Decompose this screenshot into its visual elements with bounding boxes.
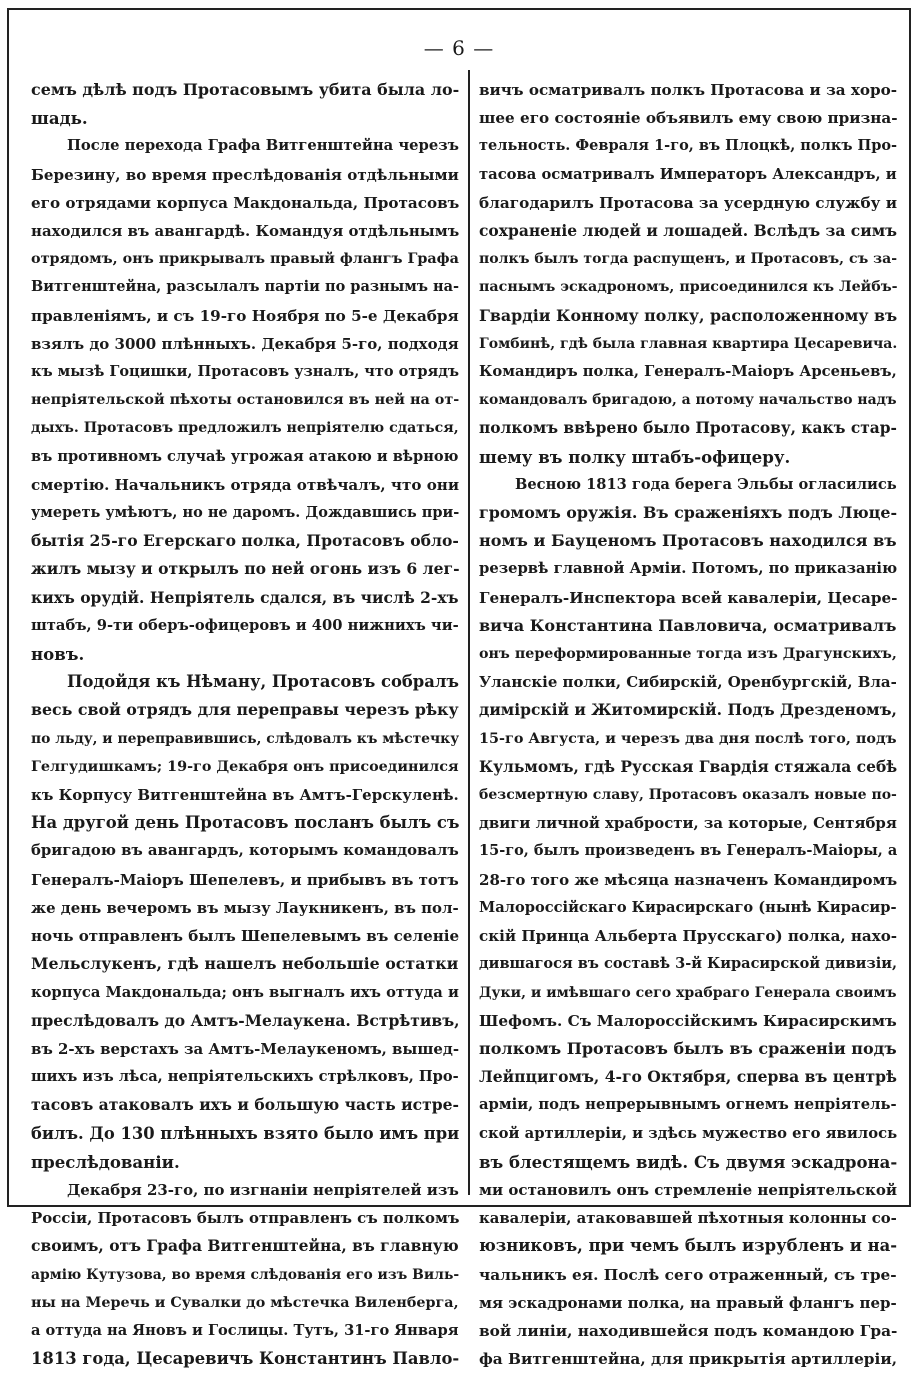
right-column-text-line: тельность. Февраля 1-го, въ Плоцкѣ, полкъ Про- bbox=[479, 137, 898, 155]
left-column bbox=[31, 76, 460, 1369]
right-column-text-line: безсмертную славу, Протасовъ оказалъ новые по- bbox=[479, 787, 897, 804]
left-column-text-line: После перехода Графа Витгенштейна черезъ bbox=[67, 137, 459, 155]
right-column-text-line: Командиръ полка, Генералъ-Маіоръ Арсеньевъ, bbox=[479, 363, 897, 381]
left-column-text-line: билъ. До 130 плѣнныхъ взято было имъ при bbox=[31, 1123, 460, 1143]
right-column-text-line: въ блестящемъ видѣ. Съ двумя эскадрона- bbox=[479, 1151, 898, 1172]
left-column-text-line: тасовъ атаковалъ ихъ и большую часть истре- bbox=[31, 1095, 459, 1115]
left-column-text-line: весь свой отрядъ для переправы черезъ рѣку bbox=[31, 700, 459, 720]
right-column-text-line: шее его состояніе объявилъ ему свою призна- bbox=[479, 109, 898, 128]
right-column-text-line: Гомбинѣ, гдѣ была главная квартира Цесаревича. bbox=[479, 335, 898, 352]
left-column-text-line: непріятельской пѣхоты остановился въ ней на от- bbox=[31, 391, 460, 409]
right-column-text-line: благодарилъ Протасова за усердную службу и bbox=[479, 193, 898, 212]
right-column-text-line: чальникъ ея. Послѣ сего отраженный, съ тре- bbox=[479, 1265, 897, 1284]
left-column-text-line: находился въ авангардѣ. Командуя отдѣльнымъ bbox=[31, 222, 460, 241]
left-column-text-line: по льду, и переправившись, слѣдовалъ къ мѣстечку bbox=[31, 730, 460, 747]
page-number: — 6 — bbox=[423, 36, 495, 60]
left-column-text-line: жилъ мызу и открылъ по ней огонь изъ 6 лег- bbox=[31, 559, 460, 579]
right-column-text-line: ской артиллеріи, и здѣсь мужество его явилось bbox=[479, 1124, 898, 1142]
left-column-text-line: Березину, во время преслѣдованія отдѣльными bbox=[31, 165, 459, 184]
left-column-text-line: взялъ до 3000 плѣнныхъ. Декабря 5-го, подходя bbox=[31, 334, 459, 353]
left-column-text-line: къ мызѣ Гоцишки, Протасовъ узналъ, что отрядъ bbox=[31, 363, 460, 381]
left-column-text-line: же день вечеромъ въ мызу Лаукникенъ, въ пол- bbox=[31, 898, 459, 917]
left-column-text-line: корпуса Макдональда; онъ выгналъ ихъ оттуда и bbox=[31, 983, 459, 1001]
left-column-text-line: кихъ орудій. Непріятель сдался, въ числѣ 2-хъ bbox=[31, 587, 459, 607]
right-column-text-line: Уланскіе полки, Сибирскій, Оренбургскій, Вла- bbox=[479, 673, 897, 692]
left-column-text-line: дыхъ. Протасовъ предложилъ непріятелю сдаться, bbox=[31, 420, 459, 437]
right-column-text-line: паснымъ эскадрономъ, присоединился къ Лейбъ- bbox=[479, 279, 898, 296]
right-column-text-line: Весною 1813 года берега Эльбы огласились bbox=[515, 475, 897, 493]
left-column-text-line: Декабря 23-го, по изгнаніи непріятелей изъ bbox=[67, 1180, 459, 1199]
left-column-text-line: Мельслукенъ, гдѣ нашелъ небольшіе остатки bbox=[31, 954, 459, 974]
right-column-text-line: дившагося въ составѣ 3-й Кирасирской дивизіи, bbox=[479, 955, 898, 973]
right-column-text-line: арміи, подъ непрерывнымъ огнемъ непріятель- bbox=[479, 1096, 897, 1114]
left-column-text-line: шихъ изъ лѣса, непріятельскихъ стрѣлковъ, Про- bbox=[31, 1068, 459, 1086]
left-column-text-line: Генералъ-Маіоръ Шепелевъ, и прибывъ въ тотъ bbox=[31, 870, 459, 889]
left-column-text-line: ны на Меречь и Сувалки до мѣстечка Виленберга, bbox=[31, 1294, 459, 1311]
right-column-text-line: резервѣ главной Арміи. Потомъ, по приказанію bbox=[479, 560, 898, 578]
left-column-text-line: штабъ, 9-ти оберъ-офицеровъ и 400 нижнихъ чи- bbox=[31, 616, 459, 634]
left-column-text-line: умереть умѣютъ, но не даромъ. Дождавшись при- bbox=[31, 504, 460, 522]
right-column-text-line: Дуки, и имѣвшаго сего храбраго Генерала своимъ bbox=[479, 984, 897, 1001]
right-column-text-line: вича Константина Павловича, осматривалъ bbox=[479, 615, 897, 635]
left-column-text-line: въ 2-хъ верстахъ за Амтъ-Мелаукеномъ, вышед- bbox=[31, 1039, 460, 1058]
left-column-text-line: его отрядами корпуса Макдональда, Протасовъ bbox=[31, 193, 460, 212]
right-column-text-line: тасова осматривалъ Императоръ Александръ, и bbox=[479, 165, 897, 183]
left-column-text-line: къ Корпусу Витгенштейна въ Амтъ-Герскуленѣ. bbox=[31, 786, 459, 805]
right-column-text-line: Гвардіи Конному полку, расположенному въ bbox=[479, 305, 898, 325]
right-column-text-line: 28-го того же мѣсяца назначенъ Командиромъ bbox=[479, 870, 898, 889]
right-column-text-line: Малороссійскаго Кирасирскаго (нынѣ Кирасир- bbox=[479, 898, 897, 916]
right-column-text-line: юзниковъ, при чемъ былъ изрубленъ и на- bbox=[479, 1236, 898, 1256]
left-column-text-line: своимъ, отъ Графа Витгенштейна, въ главную bbox=[31, 1236, 459, 1256]
right-column-text-line: сохраненіе людей и лошадей. Вслѣдъ за симъ bbox=[479, 221, 898, 241]
left-column-text-line: Гелгудишкамъ; 19-го Декабря онъ присоединился bbox=[31, 758, 459, 775]
left-column-text-line: На другой день Протасовъ посланъ былъ съ bbox=[31, 813, 460, 833]
left-column-text-line: преслѣдовалъ до Амтъ-Мелаукена. Встрѣтивъ, bbox=[31, 1010, 460, 1030]
left-column-text-line: а оттуда на Яновъ и Гослицы. Тутъ, 31-го Января bbox=[31, 1321, 459, 1339]
right-column-text-line: 15-го Августа, и черезъ два дня послѣ того, подъ bbox=[479, 729, 897, 747]
right-column-text-line: 15-го, былъ произведенъ въ Генералъ-Маіоры, а bbox=[479, 842, 898, 860]
right-column-text-line: шему въ полку штабъ-офицеру. bbox=[479, 446, 791, 467]
right-column-text-line: скій Принца Альберта Прусскаго) полка, нахо- bbox=[479, 927, 898, 946]
left-column-text-line: правленіямъ, и съ 19-го Ноября по 5-е Декабря bbox=[31, 306, 459, 325]
left-column-text-line: Подойдя къ Нѣману, Протасовъ собралъ bbox=[67, 672, 459, 692]
left-column-text-line: 1813 года, Цесаревичъ Константинъ Павло- bbox=[31, 1349, 460, 1369]
left-column-text-line: ночь отправленъ былъ Шепелевымъ въ селеніе bbox=[31, 927, 460, 946]
left-column-text-line: армію Кутузова, во время слѣдованія его изъ Виль- bbox=[31, 1266, 460, 1283]
right-column-text-line: ми остановилъ онъ стремленіе непріятельской bbox=[479, 1180, 898, 1199]
left-column-text-line: новъ. bbox=[31, 644, 85, 665]
right-column-text-line: полкъ былъ тогда распущенъ, и Протасовъ, съ за- bbox=[479, 251, 898, 268]
right-column-text-line: Шефомъ. Съ Малороссійскимъ Кирасирскимъ bbox=[479, 1011, 897, 1030]
right-column-text-line: полкомъ ввѣрено было Протасову, какъ стар- bbox=[479, 419, 897, 438]
right-column-text-line: громомъ оружія. Въ сраженіяхъ подъ Люце- bbox=[479, 503, 898, 523]
left-column-text-line: бригадою въ авангардъ, которымъ командовалъ bbox=[31, 842, 459, 860]
right-column-text-line: Кульмомъ, гдѣ Русская Гвардія стяжала себѣ bbox=[479, 756, 898, 776]
right-column-text-line: вичъ осматривалъ полкъ Протасова и за хоро- bbox=[479, 81, 898, 99]
right-column bbox=[479, 76, 898, 1369]
right-column-text-line: полкомъ Протасовъ былъ въ сраженіи подъ bbox=[479, 1038, 897, 1058]
left-column-text-line: смертію. Начальникъ отряда отвѣчалъ, что они bbox=[31, 475, 460, 494]
left-column-text-line: шадь. bbox=[31, 108, 88, 129]
right-column-text-line: командовалъ бригадою, а потому начальство надъ bbox=[479, 392, 897, 409]
left-column-text-line: Витгенштейна, разсылалъ партіи по разнымъ на- bbox=[31, 278, 460, 296]
right-column-text-line: номъ и Бауценомъ Протасовъ находился въ bbox=[479, 531, 897, 551]
column-divider bbox=[468, 70, 470, 1195]
right-column-text-line: фа Витгенштейна, для прикрытія артиллеріи, bbox=[479, 1350, 898, 1369]
right-column-text-line: кавалеріи, атаковавшей пѣхотныя колонны со- bbox=[479, 1209, 897, 1228]
book-page bbox=[7, 8, 911, 1369]
right-column-text-line: онъ переформированные тогда изъ Драгунскихъ, bbox=[479, 646, 897, 663]
left-column-text-line: отрядомъ, онъ прикрывалъ правый флангъ Графа bbox=[31, 251, 459, 268]
left-column-text-line: въ противномъ случаѣ угрожая атакою и вѣрною bbox=[31, 447, 459, 465]
left-column-text-line: бытія 25-го Егерскаго полка, Протасовъ обло- bbox=[31, 531, 459, 551]
left-column-text-line: преслѣдованіи. bbox=[31, 1151, 180, 1172]
right-column-text-line: Генералъ-Инспектора всей кавалеріи, Цесаре- bbox=[479, 588, 898, 607]
right-column-text-line: вой линіи, находившейся подъ командою Гра- bbox=[479, 1321, 898, 1340]
right-column-text-line: Лейпцигомъ, 4-го Октября, сперва въ центрѣ bbox=[479, 1067, 897, 1087]
left-column-text-line: Россіи, Протасовъ былъ отправленъ съ полкомъ bbox=[31, 1209, 460, 1228]
left-column-text-line: семъ дѣлѣ подъ Протасовымъ убита была ло- bbox=[31, 80, 460, 99]
right-column-text-line: мя эскадронами полка, на правый флангъ пер- bbox=[479, 1293, 897, 1312]
right-column-text-line: димірскій и Житомирскій. Подъ Дрезденомъ, bbox=[479, 700, 897, 720]
right-column-text-line: двиги личной храбрости, за которые, Сентября bbox=[479, 814, 897, 833]
